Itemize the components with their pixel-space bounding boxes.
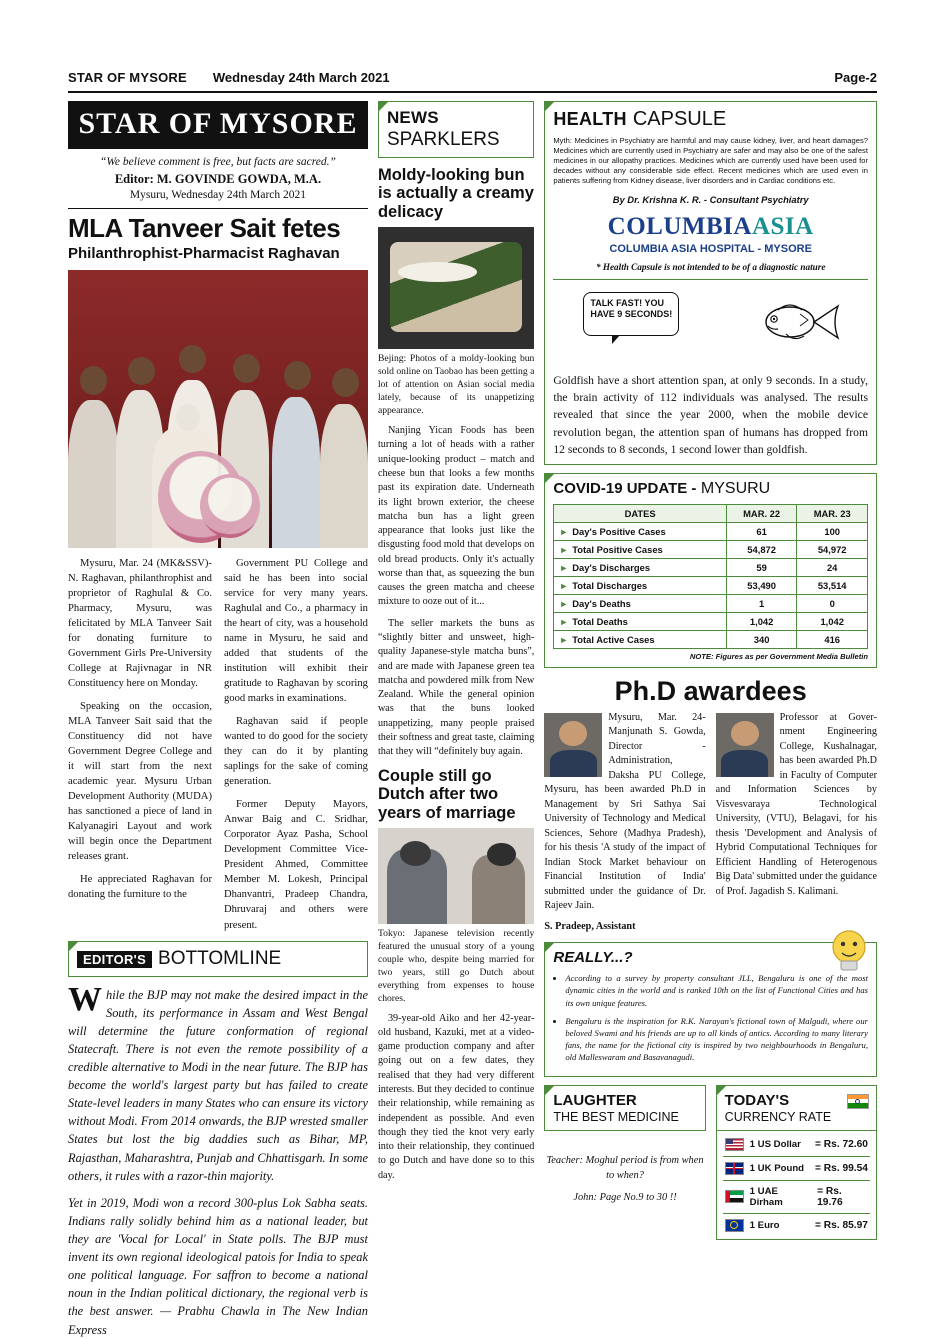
lead-headline: MLA Tanveer Sait fetes: [68, 213, 341, 243]
editors-bottomline-header: [68, 941, 368, 977]
masthead-editor: Editor: M. GOVINDE GOWDA, M.A.: [114, 172, 322, 186]
brand-subtitle: COLUMBIA ASIA HOSPITAL - MYSORE: [609, 243, 812, 256]
sparkler-1-headline: Moldy-looking bun is actually a creamy delicacy: [377, 166, 534, 221]
covid-row-label: [554, 540, 727, 558]
health-capsule-header: [553, 108, 868, 131]
covid-row-label: [554, 558, 727, 576]
really-box: [544, 942, 877, 1076]
currency-header: [716, 1085, 877, 1131]
masthead-title: STAR OF MYSORE: [78, 107, 358, 140]
covid-label-text: Day's Positive Cases: [572, 525, 666, 537]
masthead-banner: [68, 101, 368, 149]
table-row: [554, 540, 868, 558]
lead-para: Raghavan said if people wanted to do good for the society they can do it by planting saplings for the sake of coming generation.: [223, 716, 368, 788]
currency-name: 1 Euro: [749, 1219, 780, 1231]
uae-flag-icon: [725, 1190, 744, 1203]
health-cartoon: [553, 286, 868, 364]
middle-column: [378, 101, 534, 1271]
bottomline-text-1: hile the BJP may not make the desired impact in the South, its performance in Assam and West Bengal will determine the future conformation of regional Statecraft. There is not even the remote possibility of a credible alternative to Modi in the near future. The BJP has become the world's largest party but has failed to create State-level leaders in many States who can ensure its victory without Modi. From 2014 onwards, the BJP wrested smaller States but lost the big daddies such as Bihar, MP, Rajasthan, Maharashtra, Punjab and Chhattisgarh. In some others, it rules with a razor-thin majority.: [68, 987, 368, 1183]
phd-title: Ph.D awardees: [614, 675, 807, 706]
phd-section: [544, 711, 877, 934]
table-row: [554, 630, 868, 648]
really-item: • Bengaluru is the inspiration for R.K. Narayan's fictional town of Malgudi, where our beloved Swami and his friends are up to all kinds of antics. According to many literary fans, the name for the fictional city is inspired by two neighbourhoods in Bengaluru, old Malleswaram and Basavanagudi.: [565, 1015, 868, 1064]
currency-list: [716, 1131, 877, 1240]
covid-label-text: Total Discharges: [572, 579, 648, 591]
us-flag-icon: [725, 1138, 744, 1151]
sparkler-1-para: The seller markets the buns as “slightly bitter and unsweet, high-quality Japanese-style matcha buns”, and are made with Japanese green tea matcha and powdered milk from New Zealand. While the general opinion was that the buns looked unappetizing, many people praised their softness and great taste, claiming that they will “definitely buy again.: [377, 617, 535, 758]
covid-table: [553, 504, 868, 649]
covid-label-text: Total Positive Cases: [572, 543, 663, 555]
lead-photo: [68, 270, 368, 548]
avatar: [544, 713, 602, 777]
currency-rate: = Rs. 19.76: [817, 1185, 843, 1208]
table-row: [554, 576, 868, 594]
columns-container: [68, 101, 877, 1337]
bottomline-title: BOTTOMLINE: [158, 947, 282, 969]
health-label: HEALTH: [553, 109, 627, 129]
currency-rate: = Rs. 85.97: [815, 1219, 868, 1231]
arrow-icon: ►: [559, 544, 569, 555]
currency-row: [723, 1157, 870, 1181]
lead-para: Speaking on the occasion, MLA Tanveer Sait said that the Constituency did not have Government Degree College and it will start from the next academic year. Mysuru Urban Development Authority (MUDA) has sanctioned a piece of land in Kalyanagiri Layout and work will begin once the Department releases grant.: [68, 701, 212, 863]
photo-head-right: [487, 843, 515, 866]
covid-table-header-row: [554, 504, 868, 522]
phd-left-item: [544, 711, 705, 934]
bottomline-para-1: [68, 980, 368, 1185]
covid-value-b: 416: [797, 630, 868, 648]
arrow-icon: ►: [559, 526, 569, 537]
covid-value-b: 1,042: [797, 612, 868, 630]
covid-value-b: 0: [797, 594, 868, 612]
lead-para: Government PU College and said he has been into social service for very many years. Raghulal and Co., a pharmacy in the heart of city, was a household name in Mysuru, he said and added that students of the institution will exhibit their gratitude to Raghavan by scoring good marks in examinations.: [223, 557, 368, 705]
phd-left-next: S. Pradeep, Assistant: [544, 920, 636, 932]
table-row: [554, 594, 868, 612]
left-column: [68, 101, 368, 1337]
currency-row: [723, 1181, 870, 1214]
lead-subhead: Philanthrophist-Pharmacist Raghavan: [68, 245, 340, 263]
arrow-icon: ►: [559, 562, 569, 573]
phd-right-item: [716, 711, 877, 934]
covid-row-label: [554, 612, 727, 630]
really-title: REALLY...?: [553, 949, 633, 967]
covid-value-a: 61: [726, 522, 797, 540]
sparkler-1-caption: Bejing: Photos of a moldy-looking bun sold online on Taobao has been getting a lot of attention on Asian social media lately, because of its unappetizing appearance.: [377, 353, 535, 417]
covid-label: COVID-19 UPDATE -: [553, 479, 697, 497]
covid-row-label: [554, 594, 727, 612]
bottomline-label: EDITOR'S: [77, 951, 152, 968]
joke-line-1: Teacher: Moghul period is from when to when?: [546, 1154, 704, 1182]
covid-label-text: Total Deaths: [572, 615, 628, 627]
masthead-place: Mysuru, Wednesday 24th March 2021: [129, 189, 307, 201]
goldfish-icon: [756, 296, 842, 348]
arrow-icon: ►: [559, 598, 569, 609]
bottom-row: [544, 1085, 877, 1240]
covid-value-a: 53,490: [726, 576, 797, 594]
covid-col-mar22: MAR. 22: [726, 504, 797, 522]
sparkler-2-para: 39-year-old Aiko and her 42-year-old husband, Kazuki, met at a video-game production company and after going out on a few dates, they realised that they had very different interests. But they decided to continue their relationship, while remaining as independent as possible. And even though they tied the knot very early into their relationship, they continued to go Dutch and have done so to this day.: [377, 1012, 535, 1181]
bottomline-body: [68, 980, 368, 1339]
phd-left-text: Mysuru, Mar. 24- Manjunath S. Gowda, Director - Administration, Daksha PU College, Mysuru, has been awarded Ph.D in Management by Sri Sathya Sai University of Technology and Medical Sciences, Sehore (Madhya Pradesh), for his thesis 'A study of the impact of Indian Stock Market behaviour on Financial Institution of India' submitted under the guidance of Dr. Rajeev Jain.: [544, 711, 706, 912]
currency-title: TODAY'S: [724, 1091, 790, 1109]
page-header: [68, 70, 877, 93]
currency-name: 1 UK Pound: [749, 1162, 805, 1174]
laughter-header: [544, 1085, 705, 1131]
laughter-section: [544, 1085, 705, 1240]
covid-label-text: Day's Discharges: [572, 561, 651, 573]
sparkler-2-body: [378, 1012, 534, 1183]
masthead-divider: [68, 208, 368, 209]
covid-row-label: [554, 522, 727, 540]
laughter-subtitle: THE BEST MEDICINE: [553, 1109, 679, 1124]
brand-asia: ASIA: [751, 213, 814, 241]
covid-col-mar23: MAR. 23: [797, 504, 868, 522]
covid-label-text: Day's Deaths: [572, 597, 631, 609]
arrow-icon: ►: [559, 616, 569, 627]
right-column: [544, 101, 877, 1271]
health-capsule-box: [544, 101, 877, 465]
covid-value-a: 59: [726, 558, 797, 576]
currency-section: [716, 1085, 877, 1240]
arrow-icon: ►: [559, 634, 569, 645]
sparkler-1-body: [378, 424, 534, 759]
masthead-credo: “We believe comment is free, but facts are sacred.”: [100, 156, 336, 168]
covid-header: [553, 480, 868, 498]
phd-right-text: Professor at Gover-nment Engineering College, Kushalnagar, has been awarded Ph.D in Faculty of Computer and Information Sciences by Visvesvaraya Technological University, (VTU), Belagavi, for his thesis 'Development and Analysis of Hybrid Computational Techniques for Efficient Handling of Heterogenous Big Data' submitted under the guidance of Prof. Jagadish S. Kalimani.: [715, 711, 877, 897]
news-sparklers-label-1: NEWS: [386, 108, 439, 127]
really-item: • According to a survey by property consultant JLL, Bengaluru is one of the most dynamic cities in the world and is ranked 10th on the list of Functional Cities and has its own unique features.: [565, 972, 868, 1009]
health-disclaimer: * Health Capsule is not intended to be of a diagnostic nature: [553, 262, 868, 280]
sparkler-1-para: Nanjing Yican Foods has been turning a lot of heads with a rather unique-looking product – match and cheese bun that looks a few months past its expiration date. Underneath its light brown exterior, the cheese matcha bun has a light green appearance that looks just like the disgusting food mold that develops on old bread products. Only it's actually worse than that, as squeezing the bun causes the green matcha and cheese mixture to ooze out of it...: [377, 425, 535, 608]
covid-value-a: 1: [726, 594, 797, 612]
lead-para: Mysuru, Mar. 24 (MK&SSV)- N. Raghavan, philanthrophist and proprietor of Raghulal & Co. Pharmacy, Mysuru, was felicitated by MLA Tanveer Sait for donating furniture to Government Girls Pre-University College at Rajivnagar in NR Constituency here on Monday.: [68, 557, 212, 690]
covid-region: MYSURU: [700, 479, 771, 497]
bottomline-dropcap: W: [68, 980, 102, 1018]
sparkler-1-photo: [378, 227, 534, 349]
bun-image: [390, 242, 521, 332]
covid-value-b: 53,514: [797, 576, 868, 594]
health-title: CAPSULE: [632, 108, 727, 130]
covid-label-text: Total Active Cases: [572, 633, 655, 645]
currency-rate: = Rs. 99.54: [815, 1162, 868, 1174]
cartoon-speech-bubble: TALK FAST! YOU HAVE 9 SECONDS!: [583, 292, 679, 336]
really-list: [553, 972, 868, 1063]
lead-para: He appreciated Raghavan for donating the furniture to the: [68, 874, 212, 901]
arrow-icon: ►: [559, 580, 569, 591]
covid-row-label: [554, 576, 727, 594]
laughter-title: LAUGHTER: [553, 1091, 637, 1109]
photo-crowd: [68, 309, 368, 548]
currency-subtitle: CURRENCY RATE: [724, 1109, 832, 1124]
covid-row-label: [554, 630, 727, 648]
covid-col-dates: DATES: [554, 504, 727, 522]
brand-columbia: COLUMBIA: [607, 213, 752, 241]
lead-para: Former Deputy Mayors, Anwar Baig and C. Sridhar, Corporator Ayaz Pasha, School Development Committee Vice-President Ahmed, Committee Member M. Lokesh, Principal Dhanvantri, Pradeep Chandra, Dhruvaraj and others were present.: [223, 799, 368, 931]
currency-name: 1 UAE Dirham: [749, 1185, 783, 1208]
sparkler-2-photo: [378, 828, 534, 924]
header-paper-name: STAR OF MYSORE: [68, 70, 187, 85]
table-row: [554, 558, 868, 576]
header-date: Wednesday 24th March 2021: [212, 70, 390, 85]
avatar: [716, 713, 774, 777]
hospital-brand: [553, 213, 868, 255]
eu-flag-icon: [725, 1219, 744, 1232]
health-byline: By Dr. Krishna K. R. - Consultant Psychiatry: [612, 194, 809, 206]
uk-flag-icon: [725, 1162, 744, 1175]
sparkler-2-caption: Tokyo: Japanese television recently featured the unusual story of a young couple who, despite being married for two years, still go Dutch about everything from expenses to house chores.: [377, 927, 535, 1004]
table-row: [554, 612, 868, 630]
news-sparklers-header: [378, 101, 534, 158]
currency-rate: = Rs. 72.60: [815, 1138, 868, 1150]
joke-line-2: John: Page No.9 to 30 !!: [573, 1191, 677, 1203]
currency-name: 1 US Dollar: [749, 1138, 801, 1150]
covid-value-a: 54,872: [726, 540, 797, 558]
covid-value-b: 54,972: [797, 540, 868, 558]
health-myth-text: Myth: Medicines in Psychiatry are harmful and may cause kidney, liver, and heart damages? Medicines which are currently used in Psychiatry are safer and may also be one of the safest medicines in our allopathy practices. Medicines which are currently used have been used for decades without any considerable side effect. Recent medicines which are used even in patients suffering from Kidney disease, liver disorders and in Cardiac conditions etc.: [553, 136, 868, 186]
bottomline-para-2: Yet in 2019, Modi won a record 300-plus Lok Sabha seats. Indians rally solidly behind him as a national leader, but they are 'Vocal for Local' in State polls. The BJP must invent its own regional ideological patois for India to speak one political language. For saffron to become a national noun in the Indian political dictionary, the regional verb is the best answer. — Prabhu Chawla in The New Indian Express: [68, 1195, 368, 1337]
covid-value-a: 1,042: [726, 612, 797, 630]
currency-row: [723, 1214, 870, 1237]
covid-note: NOTE: Figures as per Government Media Bulletin: [689, 651, 868, 661]
india-flag-icon: [847, 1094, 869, 1109]
header-page-number: Page-2: [834, 70, 877, 85]
table-row: [554, 522, 868, 540]
covid-update-box: [544, 473, 877, 668]
lead-body: [68, 556, 368, 933]
covid-value-a: 340: [726, 630, 797, 648]
covid-value-b: 24: [797, 558, 868, 576]
news-sparklers-label-2: SPARKLERS: [386, 129, 500, 150]
health-article-text: Goldfish have a short attention span, at only 9 seconds. In a study, the brain activity of 112 individuals was analysed. The results revealed that since the year 2000, when the mobile device revolution began, the attention span of humans has dropped from 12 seconds to 8 seconds, 1 second lower than goldfish.: [553, 374, 868, 456]
covid-value-b: 100: [797, 522, 868, 540]
sparkler-2-headline: Couple still go Dutch after two years of marriage: [377, 766, 516, 822]
lightbulb-icon: [828, 927, 870, 979]
currency-row: [723, 1133, 870, 1157]
